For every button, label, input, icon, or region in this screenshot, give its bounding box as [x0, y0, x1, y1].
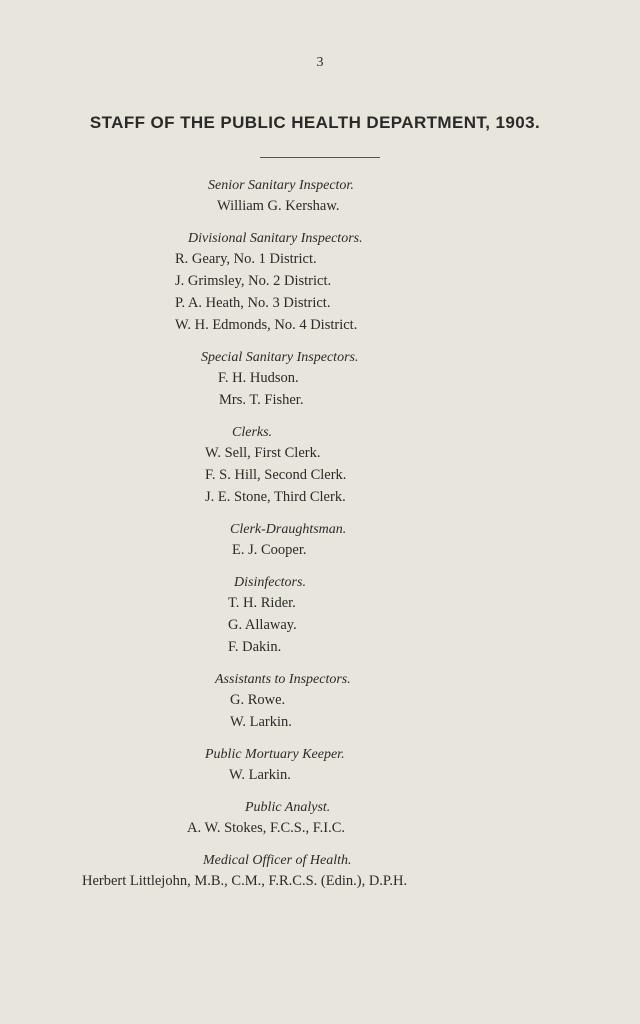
- staff-entry: W. H. Edmonds, No. 4 District.: [175, 317, 358, 333]
- section-heading: Assistants to Inspectors.: [215, 672, 351, 687]
- staff-entry: R. Geary, No. 1 District.: [175, 251, 317, 267]
- staff-section: [0, 421, 640, 518]
- section-heading: Clerk-Draughtsman.: [230, 522, 347, 537]
- section-heading: Disinfectors.: [234, 575, 306, 590]
- staff-section: [0, 518, 640, 571]
- section-heading: Senior Sanitary Inspector.: [208, 178, 354, 193]
- staff-section: [0, 743, 640, 796]
- section-heading: Public Analyst.: [245, 800, 331, 815]
- title-divider: [260, 157, 380, 158]
- staff-listing: [0, 174, 640, 892]
- staff-entry: T. H. Rider.: [228, 595, 296, 611]
- staff-section: [0, 796, 640, 849]
- section-heading: Special Sanitary Inspectors.: [201, 350, 359, 365]
- staff-entry: G. Allaway.: [228, 617, 297, 633]
- section-heading: Clerks.: [232, 425, 273, 440]
- staff-entry: F. H. Hudson.: [218, 370, 299, 386]
- staff-section: [0, 571, 640, 668]
- staff-entry: Mrs. T. Fisher.: [219, 392, 304, 408]
- staff-entry: E. J. Cooper.: [232, 542, 307, 558]
- section-heading: Medical Officer of Health.: [203, 853, 352, 868]
- staff-entry: William G. Kershaw.: [217, 198, 340, 214]
- staff-section: [0, 849, 640, 892]
- staff-entry: F. Dakin.: [228, 639, 282, 655]
- staff-entry: P. A. Heath, No. 3 District.: [175, 295, 331, 311]
- staff-entry: J. Grimsley, No. 2 District.: [175, 273, 332, 289]
- section-heading: Public Mortuary Keeper.: [205, 747, 345, 762]
- staff-entry: W. Larkin.: [230, 714, 292, 730]
- staff-section: [0, 668, 640, 743]
- staff-entry: G. Rowe.: [230, 692, 286, 708]
- staff-entry: W. Larkin.: [229, 767, 291, 783]
- page-number: 3: [316, 55, 324, 70]
- staff-entry: A. W. Stokes, F.C.S., F.I.C.: [187, 820, 346, 836]
- staff-entry: Herbert Littlejohn, M.B., C.M., F.R.C.S. (Edin.), D.P.H.: [82, 873, 408, 889]
- staff-section: [0, 174, 640, 227]
- staff-entry: J. E. Stone, Third Clerk.: [205, 489, 346, 505]
- staff-section: [0, 346, 640, 421]
- staff-section: [0, 227, 640, 346]
- page-title: STAFF OF THE PUBLIC HEALTH DEPARTMENT, 1903.: [89, 113, 541, 132]
- staff-entry: W. Sell, First Clerk.: [205, 445, 321, 461]
- section-heading: Divisional Sanitary Inspectors.: [188, 231, 363, 246]
- staff-entry: F. S. Hill, Second Clerk.: [205, 467, 347, 483]
